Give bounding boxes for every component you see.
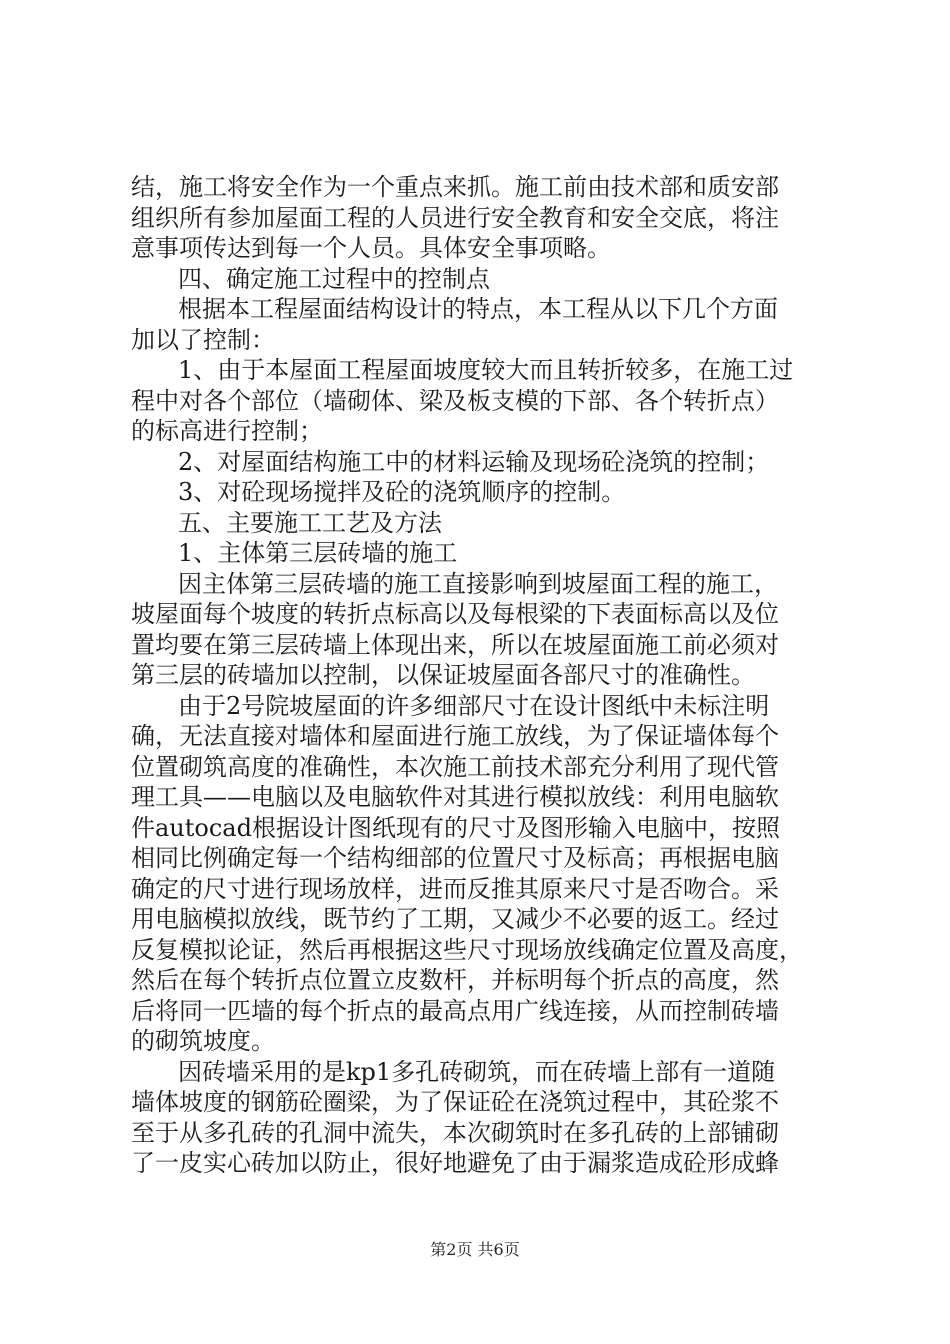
text-line: 2、对屋面结构施工中的材料运输及现场砼浇筑的控制；: [178, 447, 770, 476]
text-line: 的标高进行控制；: [131, 417, 323, 445]
text-line: 由于2号院坡屋面的许多细部尺寸在设计图纸中未标注明: [178, 691, 770, 720]
text-line: 根据本工程屋面结构设计的特点，本工程从以下几个方面: [178, 295, 778, 323]
text-line: 1、主体第三层砖墙的施工: [178, 539, 458, 567]
text-line: 至于从多孔砖的孔洞中流失，本次砌筑时在多孔砖的上部铺砌: [131, 1118, 779, 1147]
document-body: [131, 172, 831, 1179]
text-line: 墙体坡度的钢筋砼圈梁，为了保证砼在浇筑过程中，其砼浆不: [131, 1088, 779, 1116]
text-line: 件autocad根据设计图纸现有的尺寸及图形输入电脑中，按照: [131, 813, 780, 842]
text-line: 四、确定施工过程中的控制点: [178, 264, 490, 293]
text-line: 了一皮实心砖加以防止，很好地避免了由于漏浆造成砼形成蜂: [131, 1149, 779, 1177]
text-line: 然后在每个转折点位置立皮数杆，并标明每个折点的高度，然: [131, 966, 779, 994]
text-line: 反复模拟论证，然后再根据这些尺寸现场放线确定位置及高度，: [131, 935, 803, 964]
text-line: 用电脑模拟放线，既节约了工期，又减少不必要的返工。经过: [131, 905, 779, 933]
text-line: 组织所有参加屋面工程的人员进行安全教育和安全交底，将注: [131, 203, 779, 232]
text-line: 程中对各个部位（墙砌体、梁及板支模的下部、各个转折点）: [131, 386, 779, 415]
text-line: 理工具——电脑以及电脑软件对其进行模拟放线：利用电脑软: [131, 783, 779, 811]
text-line: 因主体第三层砖墙的施工直接影响到坡屋面工程的施工，: [178, 569, 778, 598]
text-line: 后将同一匹墙的每个折点的最高点用广线连接，从而控制砖墙: [131, 996, 779, 1025]
text-line: 结，施工将安全作为一个重点来抓。施工前由技术部和质安部: [131, 173, 779, 201]
text-line: 五、主要施工工艺及方法: [178, 508, 442, 537]
text-line: 因砖墙采用的是kp1多孔砖砌筑，而在砖墙上部有一道随: [178, 1057, 776, 1086]
text-line: 的砌筑坡度。: [131, 1027, 275, 1055]
text-line: 加以了控制：: [131, 325, 275, 354]
text-line: 1、由于本屋面工程屋面坡度较大而且转折较多，在施工过: [178, 356, 794, 384]
text-line: 位置砌筑高度的准确性，本次施工前技术部充分利用了现代管: [131, 752, 779, 781]
page-footer: 第2页 共6页: [430, 1240, 520, 1259]
text-line: 确，无法直接对墙体和屋面进行施工放线，为了保证墙体每个: [131, 722, 779, 750]
text-line: 意事项传达到每一个人员。具体安全事项略。: [131, 234, 611, 262]
text-line: 置均要在第三层砖墙上体现出来，所以在坡屋面施工前必须对: [131, 630, 779, 659]
text-line: 第三层的砖墙加以控制，以保证坡屋面各部尺寸的准确性。: [131, 661, 755, 689]
text-line: 确定的尺寸进行现场放样，进而反推其原来尺寸是否吻合。采: [131, 874, 779, 903]
text-line: 相同比例确定每一个结构细部的位置尺寸及标高；再根据电脑: [131, 844, 779, 872]
text-line: 坡屋面每个坡度的转折点标高以及每根梁的下表面标高以及位: [131, 600, 779, 628]
text-line: 3、对砼现场搅拌及砼的浇筑顺序的控制。: [178, 478, 626, 506]
